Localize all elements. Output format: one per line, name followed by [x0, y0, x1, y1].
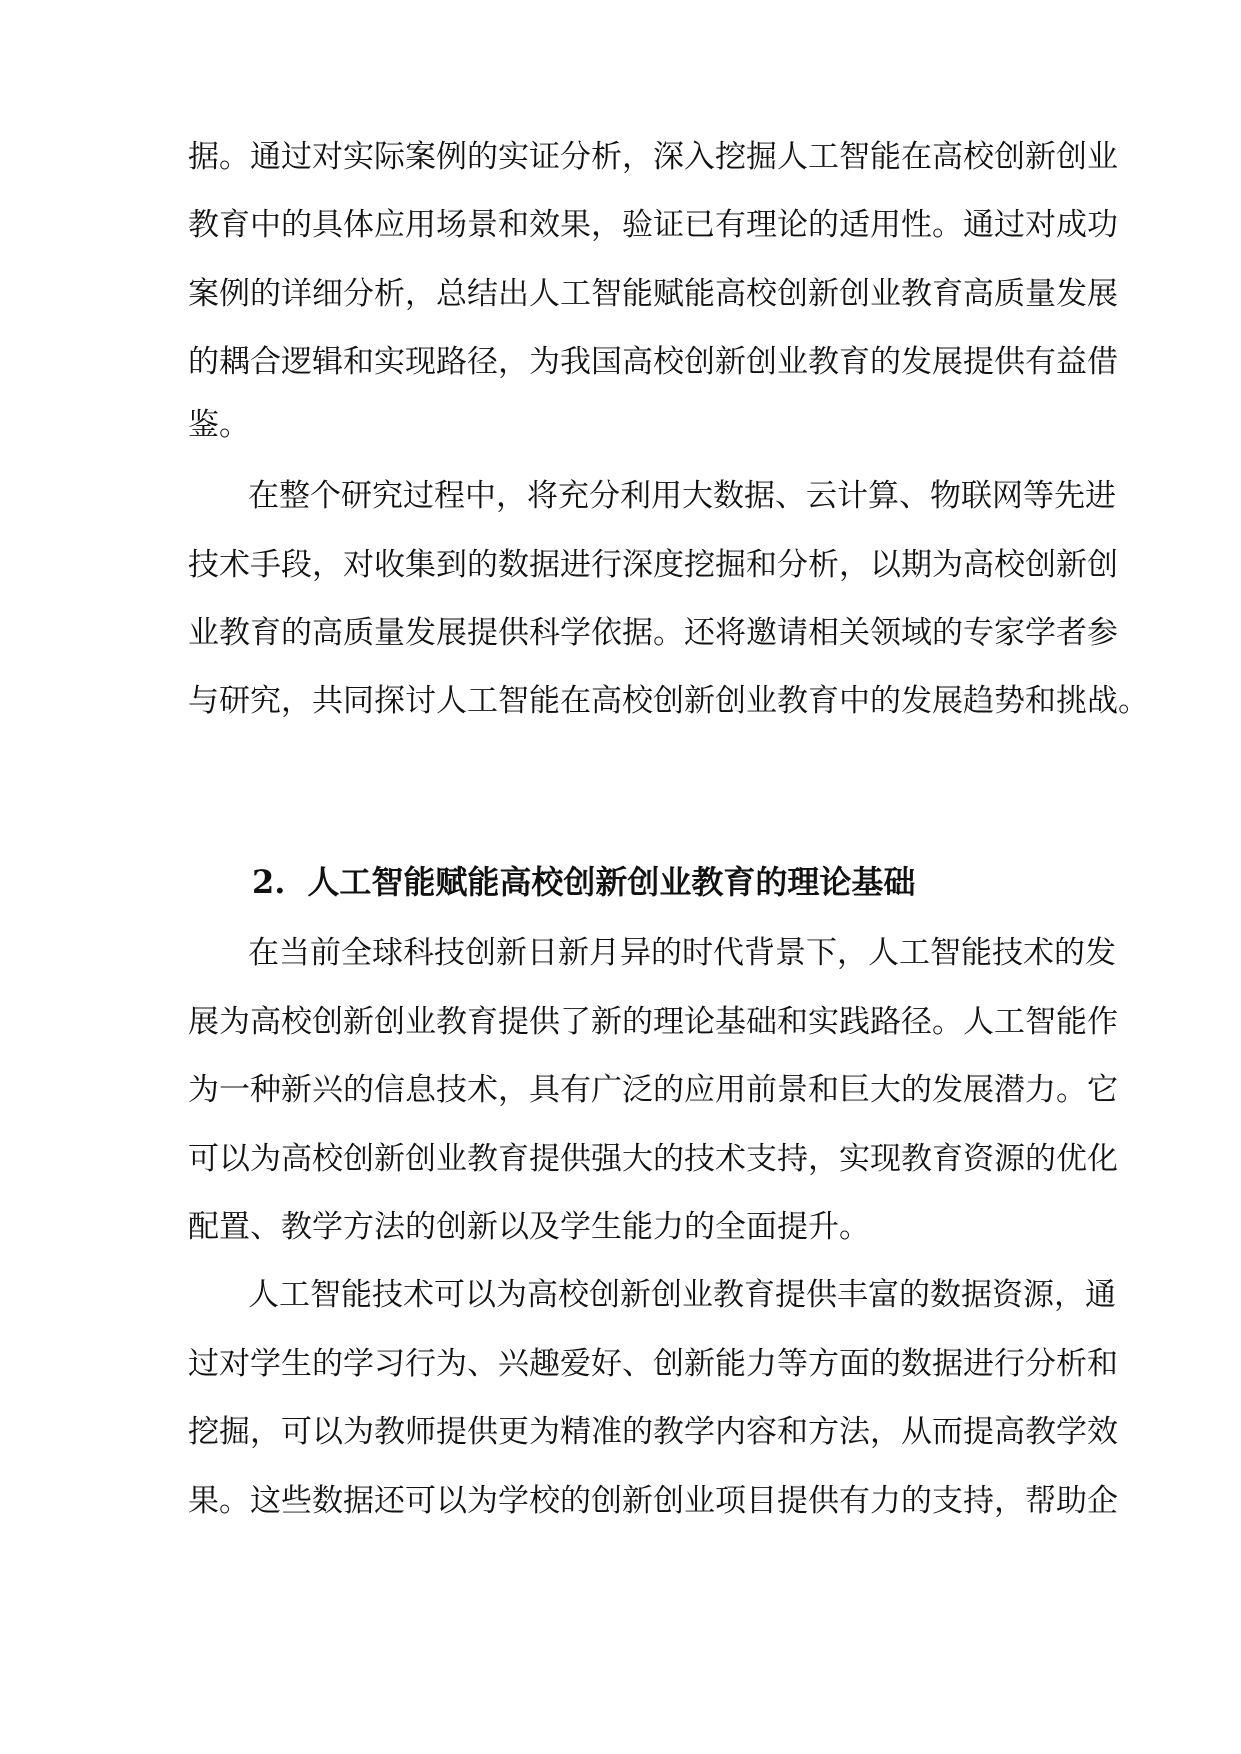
paragraph-2-line-1: 在整个研究过程中，将充分利用大数据、云计算、物联网等先进	[248, 478, 1116, 514]
paragraph-1-line-5: 鉴。	[188, 407, 250, 443]
paragraph-1-line-2: 教育中的具体应用场景和效果，验证已有理论的适用性。通过对成功	[188, 207, 1118, 243]
paragraph-3-line-4: 可以为高校创新创业教育提供强大的技术支持，实现教育资源的优化	[188, 1141, 1118, 1177]
paragraph-3-line-5: 配置、教学方法的创新以及学生能力的全面提升。	[188, 1209, 870, 1245]
section-title: 人工智能赋能高校创新创业教育的理论基础	[307, 863, 916, 901]
paragraph-1-line-4: 的耦合逻辑和实现路径，为我国高校创新创业教育的发展提供有益借	[188, 344, 1118, 380]
paragraph-2-line-4: 与研究，共同探讨人工智能在高校创新创业教育中的发展趋势和挑战。	[188, 683, 1149, 719]
paragraph-1-line-3: 案例的详细分析，总结出人工智能赋能高校创新创业教育高质量发展	[188, 276, 1118, 312]
paragraph-3-line-3: 为一种新兴的信息技术，具有广泛的应用前景和巨大的发展潜力。它	[188, 1072, 1118, 1108]
paragraph-4-line-1: 人工智能技术可以为高校创新创业教育提供丰富的数据资源，通	[248, 1277, 1116, 1313]
paragraph-4-line-2: 过对学生的学习行为、兴趣爱好、创新能力等方面的数据进行分析和	[188, 1346, 1118, 1382]
section-heading	[252, 860, 915, 904]
paragraph-1-line-1: 据。通过对实际案例的实证分析，深入挖掘人工智能在高校创新创业	[188, 139, 1118, 175]
paragraph-3-line-1: 在当前全球科技创新日新月异的时代背景下，人工智能技术的发	[248, 935, 1116, 971]
paragraph-2-line-3: 业教育的高质量发展提供科学依据。还将邀请相关领域的专家学者参	[188, 615, 1118, 651]
paragraph-4-line-4: 果。这些数据还可以为学校的创新创业项目提供有力的支持，帮助企	[188, 1483, 1118, 1519]
section-number: 2.	[252, 863, 286, 901]
paragraph-4-line-3: 挖掘，可以为教师提供更为精准的教学内容和方法，从而提高教学效	[188, 1414, 1118, 1450]
paragraph-2-line-2: 技术手段，对收集到的数据进行深度挖掘和分析，以期为高校创新创	[188, 547, 1118, 583]
paragraph-3-line-2: 展为高校创新创业教育提供了新的理论基础和实践路径。人工智能作	[188, 1004, 1118, 1040]
